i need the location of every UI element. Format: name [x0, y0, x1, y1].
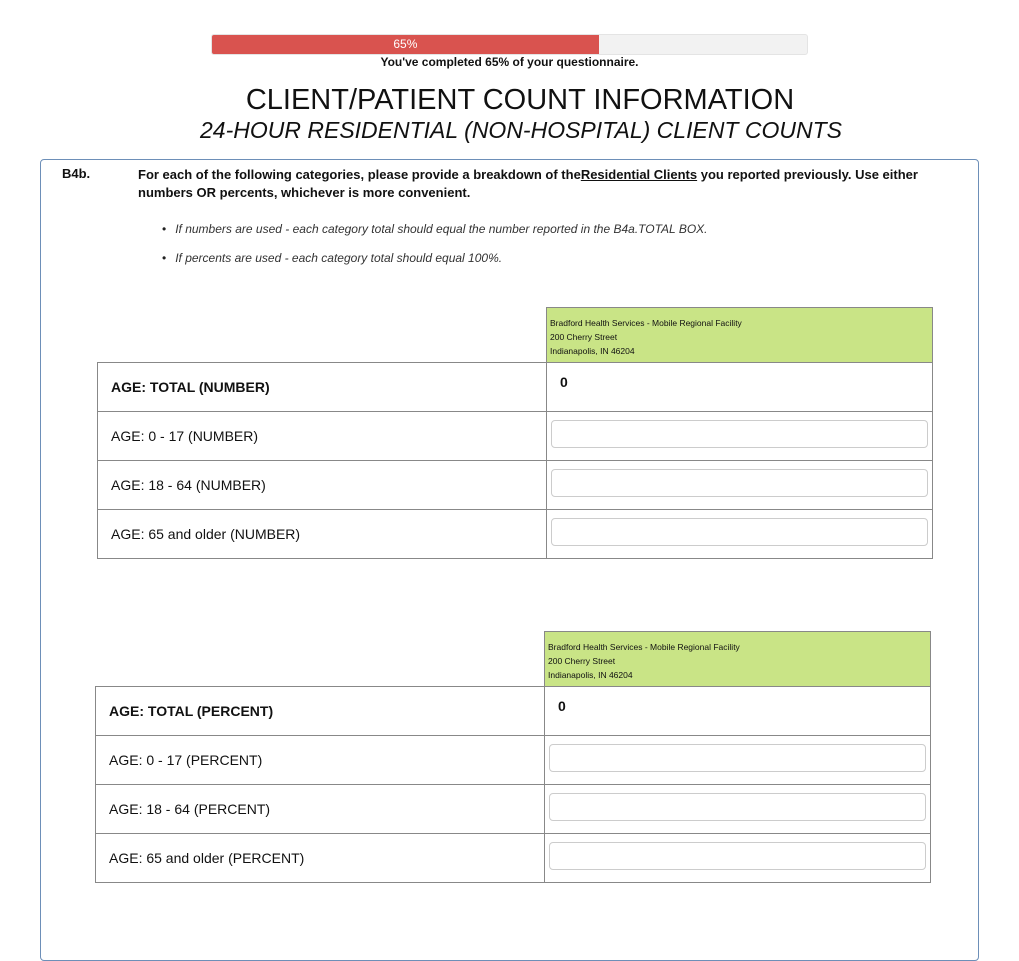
total-value: 0: [544, 686, 931, 736]
table-row-label: AGE: 0 - 17 (PERCENT): [95, 735, 544, 785]
table-row-label: AGE: 18 - 64 (PERCENT): [95, 784, 544, 834]
table-row-label: AGE: 65 and older (NUMBER): [97, 509, 546, 559]
table-row-cell: [544, 784, 931, 834]
question-text: [138, 166, 968, 202]
p-age-input-2[interactable]: [549, 842, 926, 870]
total-label: AGE: TOTAL (PERCENT): [95, 686, 544, 736]
table-row-cell: [546, 509, 933, 559]
table-row-cell: [546, 460, 933, 510]
progress-bar: [211, 34, 808, 55]
table-row-label: AGE: 0 - 17 (NUMBER): [97, 411, 546, 461]
table-row-cell: [546, 411, 933, 461]
facility-city: Indianapolis, IN 46204: [548, 670, 633, 680]
n-age-input-1[interactable]: [551, 469, 928, 497]
n-age-input-2[interactable]: [551, 518, 928, 546]
total-label: AGE: TOTAL (NUMBER): [97, 362, 546, 412]
question-text-end: you reported previously. Use either numbers OR percents, whichever is more convenient.: [138, 167, 918, 200]
question-number: B4b.: [62, 166, 91, 181]
facility-header: [546, 307, 933, 363]
facility-name: Bradford Health Services - Mobile Regional Facility: [550, 318, 742, 328]
n-age-input-0[interactable]: [551, 420, 928, 448]
p-age-input-0[interactable]: [549, 744, 926, 772]
facility-street: 200 Cherry Street: [548, 656, 616, 666]
progress-fill: 65%: [212, 35, 599, 54]
instruction-bullet: • If numbers are used - each category total should equal the number reported in the B4a.TOTAL BOX.: [162, 222, 708, 236]
page-title: CLIENT/PATIENT COUNT INFORMATION: [245, 84, 795, 116]
progress-text: You've completed 65% of your questionnaire.: [380, 55, 639, 69]
table-row-label: AGE: 18 - 64 (NUMBER): [97, 460, 546, 510]
table-row-cell: [544, 833, 931, 883]
page-subtitle: 24-HOUR RESIDENTIAL (NON-HOSPITAL) CLIENT COUNTS: [200, 117, 842, 143]
residential-clients-link[interactable]: Residential Clients: [580, 167, 698, 182]
p-age-input-1[interactable]: [549, 793, 926, 821]
instruction-bullet: • If percents are used - each category total should equal 100%.: [162, 251, 502, 265]
question-text-start: For each of the following categories, please provide a breakdown of the: [138, 167, 581, 182]
facility-header: [544, 631, 931, 687]
facility-street: 200 Cherry Street: [550, 332, 618, 342]
facility-name: Bradford Health Services - Mobile Regional Facility: [548, 642, 740, 652]
total-value: 0: [546, 362, 933, 412]
table-row-cell: [544, 735, 931, 785]
table-row-label: AGE: 65 and older (PERCENT): [95, 833, 544, 883]
facility-city: Indianapolis, IN 46204: [550, 346, 635, 356]
